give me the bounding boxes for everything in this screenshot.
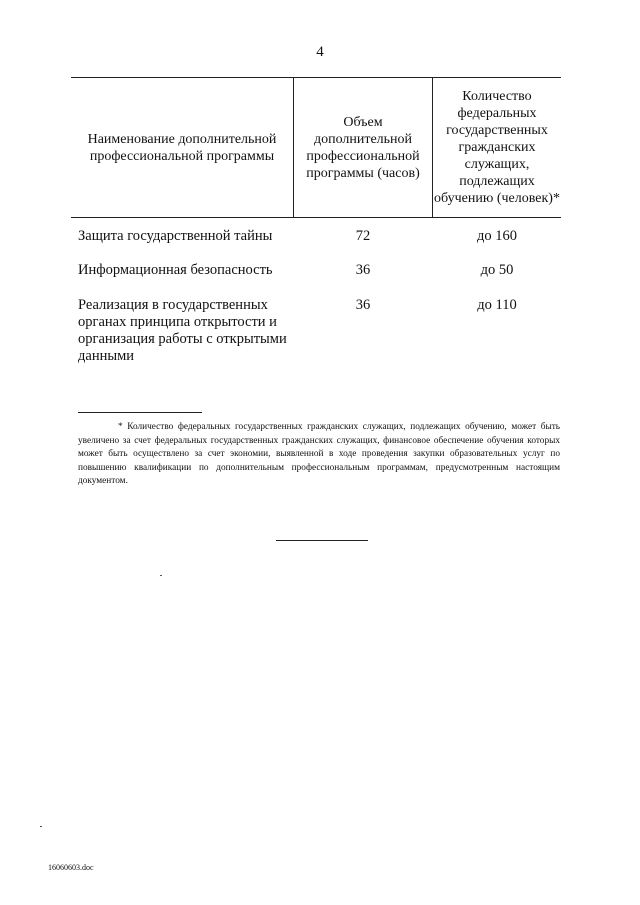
scan-speck <box>40 826 42 827</box>
table-column-divider <box>432 77 433 217</box>
row-program-name: Информационная безопасность <box>78 262 273 278</box>
header-count-text: Количество федеральных государственных гражданских служащих, подлежащих обучению (человек)* <box>434 89 560 206</box>
header-hours-text: Объем дополнительной профессиональной программы (часов) <box>306 114 420 181</box>
row-program-name: Защита государственной тайны <box>78 228 273 244</box>
document-filename: 16060603.doc <box>48 863 94 872</box>
header-program-name-text: Наименование дополнительной профессиональной программы <box>87 131 277 164</box>
table-column-divider <box>293 77 294 217</box>
footnote-text: * Количество федеральных государственных гражданских служащих, подлежащих обучению, может быть увеличено за счет федеральных государственных гражданских служащих, финансовое обеспечение обучения которых может быть осуществлено за счет экономии, выявленной в ходе проведения закупки образовательных услуг по повышению квалификации по дополнительным профессиональным программам, предусмотренным настоящим документом. <box>78 422 560 486</box>
scan-speck <box>160 575 162 576</box>
header-program-name <box>71 78 293 217</box>
row-count: до 50 <box>480 262 514 278</box>
row-count: до 160 <box>476 228 517 244</box>
end-of-document-line <box>276 540 368 541</box>
table-header-border <box>71 217 561 218</box>
footnote-separator <box>78 412 202 413</box>
row-hours: 36 <box>355 262 371 278</box>
row-count: до 110 <box>477 297 517 313</box>
header-count <box>434 78 560 217</box>
row-hours: 72 <box>355 228 371 244</box>
row-program-name: Реализация в государственных органах принципа открытости и организация работы с открытыми данными <box>78 297 287 364</box>
page-number: 4 <box>316 44 324 60</box>
header-hours <box>298 78 428 217</box>
row-hours: 36 <box>355 297 371 313</box>
